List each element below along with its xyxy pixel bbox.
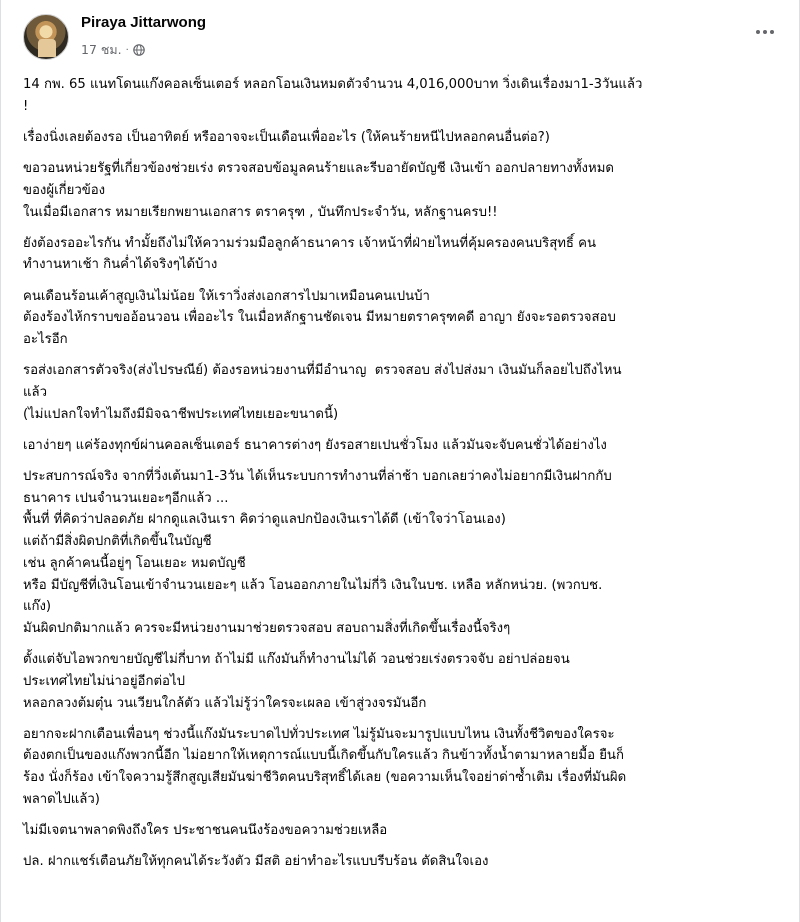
author-avatar[interactable] <box>23 14 69 60</box>
post-paragraph: คนเดือนร้อนเค้าสูญเงินไม่น้อย ให้เราวิ่งส่งเอกสารไปมาเหมือนคนเปนบ้า ต้องร้องไห้กราบขออ้อนวอน เพื่ออะไร ในเมื่อหลักฐานชัดเจน มีหมายตราครุฑคดี อาญา ยังจะรอตรวจสอบ อะไรอีก <box>23 288 616 348</box>
post-paragraph: เอาง่ายๆ แค่ร้องทุกข์ผ่านคอลเซ็นเตอร์ ธนาคารต่างๆ ยังรอสายเปนชั่วโมง แล้วมันจะจับคนชั่วได้อย่างไง <box>23 437 607 453</box>
author-name[interactable]: Piraya Jittarwong <box>81 14 207 31</box>
post-timestamp[interactable]: 17 ชม. <box>81 42 122 57</box>
post-paragraph: ไม่มีเจตนาพลาดพิงถึงใคร ประชาชนคนนึงร้องขอความช่วยเหลือ <box>23 823 388 839</box>
post-paragraph: 14 กพ. 65 แนทโดนแก๊งคอลเซ็นเตอร์ หลอกโอนเงินหมดตัวจำนวน 4,016,000บาท วิ่งเดินเรื่องมา1-3วันแล้ว ! <box>23 77 643 114</box>
post-paragraph: รอส่งเอกสารตัวจริง(ส่งไปรษณีย์) ต้องรอหน่วยงานที่มีอำนาญ ตรวจสอบ ส่งไปส่งมา เงินมันก็ลอยไปถึงไหน แล้ว (ไม่แปลกใจทำไมถึงมีมิจฉาชีพประเทศไทยเยอะขนาดนี้) <box>23 363 622 422</box>
meta-separator: · <box>125 44 129 56</box>
post-paragraph: อยากจะฝากเตือนเพื่อนๆ ช่วงนี้แก๊งมันระบาดไปทั่วประเทศ ไม่รู้มันจะมารูปแบบไหน เงินทั้งชีวิตของใครจะ ต้องตกเป็นของแก๊งพวกนี้อีก ไม่อยากให้เหตุการณ์แบบนี้เกิดขึ้นกับใครแล้ว กินข้าวทั้งน้ำตามาหลายมื้อ ยืนก็ ร้อง นั่งก็ร้อง เข้าใจความรู้สึกสูญเสียมันฆ่าชีวิตคนบริสุทธิ์ได้เลย (ขอความเห็นใจอย่าด่าซ้ำเติม เรื่องที่มันผิด พลาดไปแล้ว) <box>23 726 627 807</box>
post-paragraph: ประสบการณ์จริง จากที่วิ่งเต้นมา1-3วัน ได้เห็นระบบการทำงานที่ล่าช้า บอกเลยว่าคงไม่อยากมีเงินฝากกับ ธนาคาร เปนจำนวนเยอะๆอีกแล้ว ... พื้นที่ ที่คิดว่าปลอดภัย ฝากดูแลเงินเรา คิดว่าดูแลปกป้องเงินเราได้ดี (เข้าใจว่าโอนเอง) แต่ถ้ามีสิ่งผิดปกติที่เกิดขึ้นในบัญชี เช่น ลูกค้าคนนี้อยู่ๆ โอนเยอะ หมดบัญชี หรือ มีบัญชีที่เงินโอนเข้าจำนวนเยอะๆ แล้ว โอนออกภายในไม่กี่วิ เงินในบช. เหลือ หลักหน่วย. (พวกบช. แก๊ง) มันผิดปกติมากแล้ว ควรจะมีหน่วยงานมาช่วยตรวจสอบ สอบถามสิ่งที่เกิดขึ้นเรื่องนี้จริงๆ <box>23 469 612 636</box>
post-meta <box>81 40 145 60</box>
post-paragraph: ตั้งแต่จับไอพวกขายบัญชีไม่กี่บาท ถ้าไม่มี แก๊งมันก็ทำงานไม่ได้ วอนช่วยเร่งตรวจจับ อย่าปล่อยจน ประเทศไทยไม่น่าอยู่อีกต่อไป หลอกลวงต้มตุ๋น วนเวียนใกล้ตัว แล้วไม่รู้ว่าใครจะเผลอ เข้าสู่วงจรมันอีก <box>23 652 570 711</box>
post-header <box>1 0 799 68</box>
post-paragraph: ยังต้องรออะไรกัน ทำมั้ยถึงไม่ให้ความร่วมมือลูกค้าธนาคาร เจ้าหน้าที่ฝ่ายไหนที่คุ้มครองคนบริสุทธิ์ คน ทำงานหาเช้า กินค่ำได้จริงๆได้บ้าง <box>23 235 597 273</box>
more-options-icon[interactable] <box>751 22 779 42</box>
post-body <box>23 74 785 873</box>
globe-icon[interactable] <box>133 44 145 56</box>
post-paragraph: เรื่องนิ่งเลยต้องรอ เป็นอาทิตย์ หรืออาจจะเป็นเดือนเพื่ออะไร (ให้คนร้ายหนีไปหลอกคนอื่นต่อ?) <box>23 129 550 145</box>
post-paragraph: ปล. ฝากแชร์เตือนภัยให้ทุกคนได้ระวังตัว มีสติ อย่าทำอะไรแบบรีบร้อน ตัดสินใจเอง <box>23 854 489 870</box>
post-paragraph: ขอวอนหน่วยรัฐที่เกี่ยวข้องช่วยเร่ง ตรวจสอบข้อมูลคนร้ายและรีบอายัดบัญชี เงินเข้า ออกปลายทางทั้งหมด ของผู้เกี่ยวข้อง ในเมื่อมีเอกสาร หมายเรียกพยานเอกสาร ตราครุฑ , บันทึกประจำวัน, หลักฐานครบ!! <box>23 161 614 220</box>
